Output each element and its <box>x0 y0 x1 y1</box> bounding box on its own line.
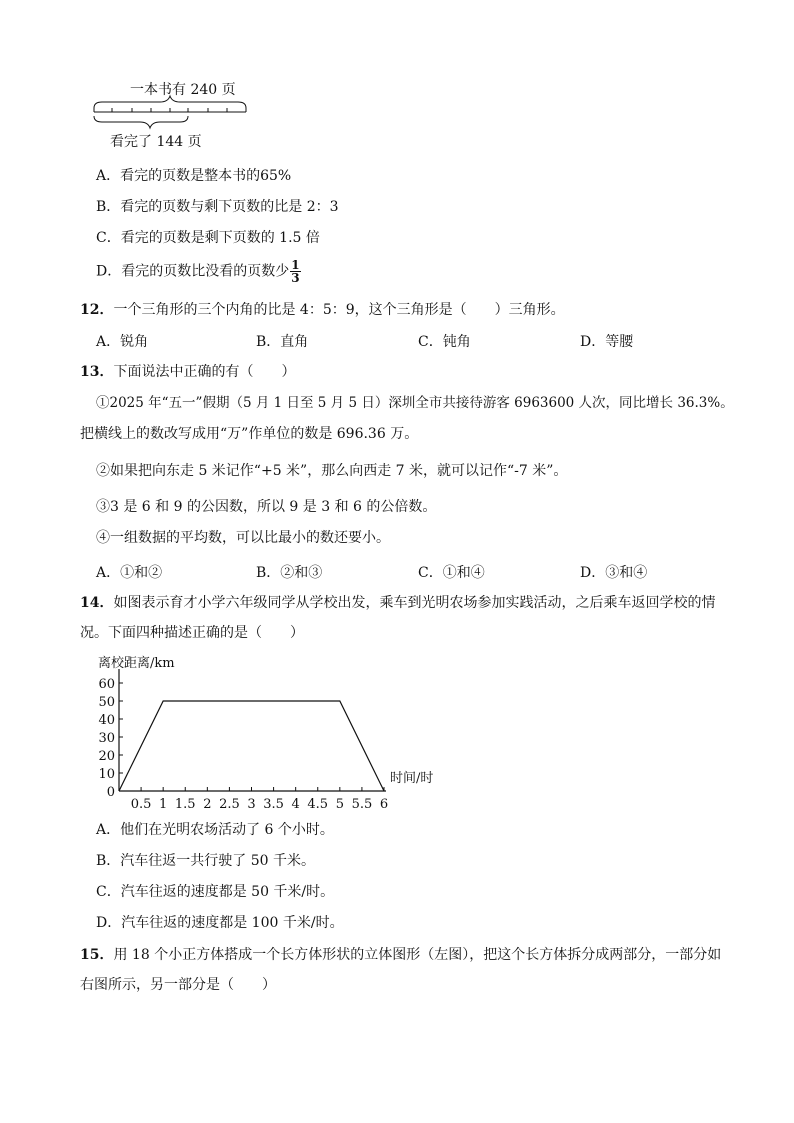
q14-text-1: 如图表示育才小学六年级同学从学校出发，乘车到光明农场参加实践活动，之后乘车返回学校的情 <box>113 595 716 611</box>
q14-option-c[interactable]: C．汽车往返的速度都是 50 千米/时。 <box>96 884 335 900</box>
y-tick-label: 30 <box>98 731 115 746</box>
q13-statement-1: ①2025 年“五一”假期（5 月 1 日至 5 月 5 日）深圳全市共接待游客 6963600 人次，同比增长 36.3%。 <box>96 395 734 411</box>
q13-option-b[interactable]: B．②和③ <box>256 565 323 581</box>
q13-statement-4: ④一组数据的平均数，可以比最小的数还要小。 <box>96 530 390 546</box>
q13-number: 13． <box>80 364 114 380</box>
x-tick-label: 0.5 <box>130 797 152 812</box>
x-tick-label: 4.5 <box>307 797 329 812</box>
x-tick-label: 1.5 <box>174 797 196 812</box>
q12-option-c[interactable]: C．钝角 <box>418 334 471 350</box>
read-pages-label: 看完了 144 页 <box>110 134 202 150</box>
x-tick-label: 4 <box>291 797 300 812</box>
y-tick-label: 10 <box>98 767 115 782</box>
q14-number: 14． <box>80 595 114 611</box>
q11-option-a[interactable]: A．看完的页数是整本书的65% <box>96 168 292 184</box>
x-axis-label: 时间/时 <box>390 771 434 786</box>
q13-text: 下面说法中正确的有（ ） <box>113 364 296 380</box>
y-tick-label: 50 <box>98 695 115 710</box>
q14-option-b[interactable]: B．汽车往返一共行驶了 50 千米。 <box>96 853 316 869</box>
q12-stem <box>80 300 565 320</box>
distance-time-chart <box>92 648 452 812</box>
read-brace <box>94 116 188 128</box>
x-tick-label: 6 <box>379 797 389 812</box>
fraction-one-third: $\frac{1}{3}$ <box>291 258 300 285</box>
q12-option-d[interactable]: D．等腰 <box>580 334 634 350</box>
chart-axes <box>119 669 386 791</box>
q11-option-d[interactable]: D．看完的页数比没看的页数少 $\frac{1}{3}$ <box>96 258 300 285</box>
q12-option-b[interactable]: B．直角 <box>256 334 309 350</box>
x-tick-label: 5 <box>335 797 344 812</box>
total-pages-label: 一本书有 240 页 <box>130 82 236 98</box>
q13-option-a[interactable]: A．①和② <box>96 565 163 581</box>
q11-option-b[interactable]: B．看完的页数与剩下页数的比是 2：3 <box>96 199 339 215</box>
x-tick-label: 2.5 <box>219 797 240 812</box>
distance-series-line <box>119 701 384 791</box>
q15-number: 15． <box>80 947 114 963</box>
q15-stem-line2: 右图所示，另一部分是（ ） <box>80 977 276 993</box>
q12-number: 12． <box>80 302 114 318</box>
q15-stem-line1 <box>80 945 721 965</box>
y-tick-label: 20 <box>98 749 115 764</box>
x-tick-label: 1 <box>159 797 168 812</box>
q14-option-d[interactable]: D．汽车往返的速度都是 100 千米/时。 <box>96 915 344 931</box>
q13-stem <box>80 362 295 382</box>
y-tick-label: 0 <box>106 785 115 800</box>
q14-stem-line2: 况。下面四种描述正确的是（ ） <box>80 625 304 641</box>
q13-option-d[interactable]: D．③和④ <box>580 565 648 581</box>
q13-statement-2: ②如果把向东走 5 米记作“+5 米”，那么向西走 7 米，就可以记作“-7 米”。 <box>96 463 568 479</box>
x-tick-label: 5.5 <box>351 797 373 812</box>
page-count-diagram <box>88 76 268 156</box>
x-tick-label: 3 <box>247 797 256 812</box>
q11-option-c[interactable]: C．看完的页数是剩下页数的 1.5 倍 <box>96 230 320 246</box>
q13-option-c[interactable]: C．①和④ <box>418 565 485 581</box>
q13-statement-1-cont: 把横线上的数改写成用“万”作单位的数是 696.36 万。 <box>80 426 419 442</box>
x-tick-label: 3.5 <box>263 797 284 812</box>
q12-text: 一个三角形的三个内角的比是 4：5：9，这个三角形是（ ）三角形。 <box>113 302 565 318</box>
q13-statement-3: ③3 是 6 和 9 的公因数，所以 9 是 3 和 6 的公倍数。 <box>96 499 437 515</box>
y-tick-label: 40 <box>98 713 115 728</box>
q12-option-a[interactable]: A．锐角 <box>96 334 149 350</box>
y-axis-label: 离校距离/km <box>98 656 175 671</box>
q14-stem-line1 <box>80 593 715 613</box>
book-bar-ticks <box>94 108 246 112</box>
y-tick-label: 60 <box>98 677 115 692</box>
x-tick-label: 2 <box>203 797 212 812</box>
q15-text-1: 用 18 个小正方体搭成一个长方体形状的立体图形（左图），把这个长方体拆分成两部分，一部分如 <box>113 947 722 963</box>
q14-option-a[interactable]: A．他们在光明农场活动了 6 个小时。 <box>96 822 334 838</box>
